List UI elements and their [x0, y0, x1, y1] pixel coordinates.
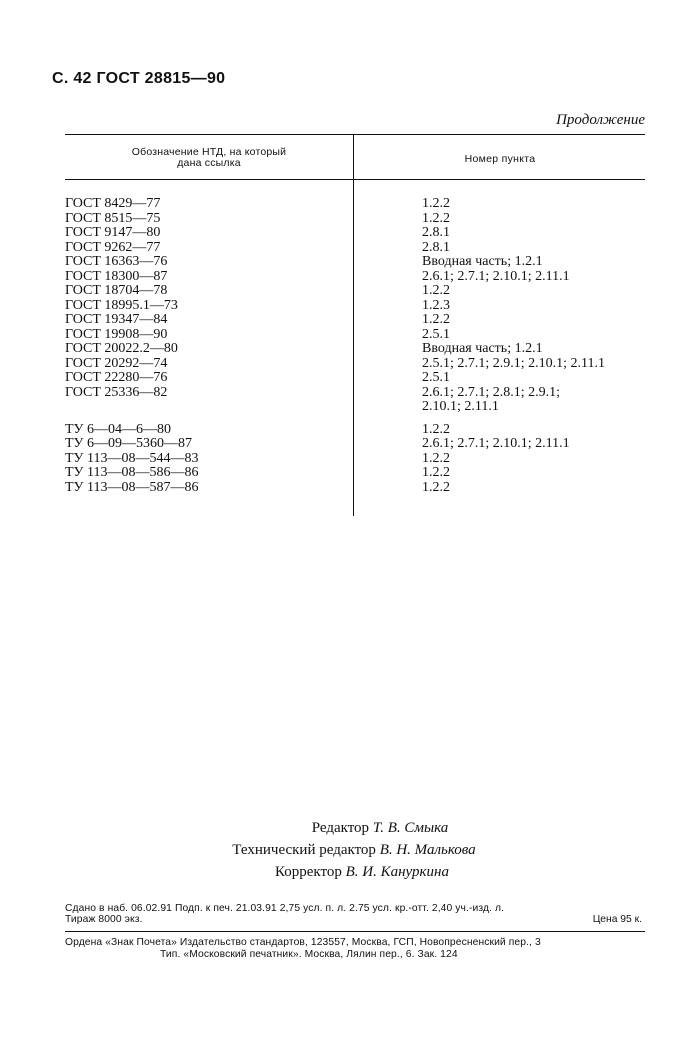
table-row-doc: ТУ 113—08—544—83 [65, 450, 199, 466]
item-number-column [422, 197, 605, 495]
column-header-document [65, 147, 353, 169]
imprint-price: Цена 95 к. [592, 914, 642, 925]
table-row-item: 1.2.2 [422, 450, 450, 466]
column-header-document-line2: дана ссылка [177, 157, 241, 169]
table-row-item: Вводная часть; 1.2.1 [422, 254, 543, 269]
table-column-divider [353, 134, 354, 516]
table-top-rule [65, 134, 645, 135]
table-row-item: 1.2.2 [422, 465, 450, 480]
table-row-item: 2.6.1; 2.7.1; 2.10.1; 2.11.1 [422, 436, 570, 451]
table-row-item: 1.2.3 [422, 297, 450, 313]
column-header-item-number: Номер пункта [464, 153, 536, 165]
table-row-doc: ГОСТ 9147—80 [65, 225, 161, 240]
table-row-item: 2.6.1; 2.7.1; 2.10.1; 2.11.1 [422, 268, 570, 284]
table-row-item: 2.6.1; 2.7.1; 2.8.1; 2.9.1; [422, 384, 561, 400]
credit-tech-editor-name: В. Н. Малькова [379, 842, 476, 858]
table-row-item: 1.2.2 [422, 479, 450, 495]
publisher-line-1: Ордена «Знак Почета» Издательство стандартов, 123557, Москва, ГСП, Новопресненский пер., 3 [65, 937, 541, 948]
table-row-doc: ГОСТ 20292—74 [65, 355, 168, 371]
table-row-doc: ГОСТ 18300—87 [65, 268, 168, 284]
table-row-doc: ГОСТ 22280—76 [65, 370, 168, 385]
table-row-doc: ГОСТ 19908—90 [65, 326, 168, 342]
credit-tech-editor-role: Технический редактор [232, 842, 376, 858]
credit-corrector-name: В. И. Кануркина [345, 864, 449, 880]
table-row-doc: ГОСТ 20022.2—80 [65, 341, 178, 356]
table-row-item: 2.5.1 [422, 370, 450, 385]
publisher-line-2: Тип. «Московский печатник». Москва, Лялин пер., 6. Зак. 124 [160, 949, 458, 960]
imprint-line-1: Сдано в наб. 06.02.91 Подп. к печ. 21.03.91 2,75 усл. п. л. 2.75 усл. кр.-отт. 2,40 уч.-изд. л. [65, 903, 505, 914]
table-row-item: 1.2.2 [422, 312, 450, 327]
table-row-doc: ГОСТ 19347—84 [65, 312, 168, 327]
table-row-doc: ТУ 6—09—5360—87 [65, 436, 192, 451]
table-row-doc [65, 400, 198, 415]
references-table [65, 134, 645, 516]
credit-corrector [12, 864, 700, 881]
table-row-doc: ГОСТ 18995.1—73 [65, 297, 178, 313]
table-row-item: 2.8.1 [422, 239, 450, 255]
table-row-doc: ГОСТ 25336—82 [65, 384, 168, 400]
credit-editor-role: Редактор [311, 820, 370, 836]
table-row-doc: ГОСТ 18704—78 [65, 283, 168, 298]
credit-editor-name: Т. В. Смыка [372, 820, 449, 836]
continuation-label: Продолжение [556, 112, 645, 128]
table-row-doc: ГОСТ 8429—77 [65, 196, 161, 211]
imprint-rule [65, 931, 645, 932]
table-row-doc: ТУ 6—04—6—80 [65, 421, 171, 437]
table-row-item: 2.5.1; 2.7.1; 2.9.1; 2.10.1; 2.11.1 [422, 355, 606, 371]
page-header: С. 42 ГОСТ 28815—90 [52, 70, 226, 87]
table-row-doc: ГОСТ 9262—77 [65, 239, 161, 255]
imprint-print-run: Тираж 8000 экз. [65, 914, 143, 925]
table-row-item: 1.2.2 [422, 196, 450, 211]
table-row-item: 1.2.2 [422, 421, 450, 437]
table-row-doc: ТУ 113—08—587—86 [65, 479, 199, 495]
table-row-item: 1.2.2 [422, 210, 450, 226]
table-row-doc: ТУ 113—08—586—86 [65, 465, 199, 480]
table-row-item: 2.5.1 [422, 326, 450, 342]
document-column [65, 197, 198, 495]
credit-corrector-role: Корректор [275, 864, 342, 880]
table-row-doc: ГОСТ 8515—75 [65, 210, 161, 226]
credit-editor [30, 820, 700, 837]
credit-tech-editor [4, 842, 700, 859]
table-row-item: 2.8.1 [422, 225, 450, 240]
table-header-rule [65, 179, 645, 180]
table-row-item: Вводная часть; 1.2.1 [422, 341, 543, 356]
column-header-document-line1: Обозначение НТД, на который [131, 146, 287, 158]
table-row-item: 2.10.1; 2.11.1 [422, 399, 499, 414]
table-row-item: 1.2.2 [422, 283, 450, 298]
table-row-doc: ГОСТ 16363—76 [65, 254, 168, 269]
